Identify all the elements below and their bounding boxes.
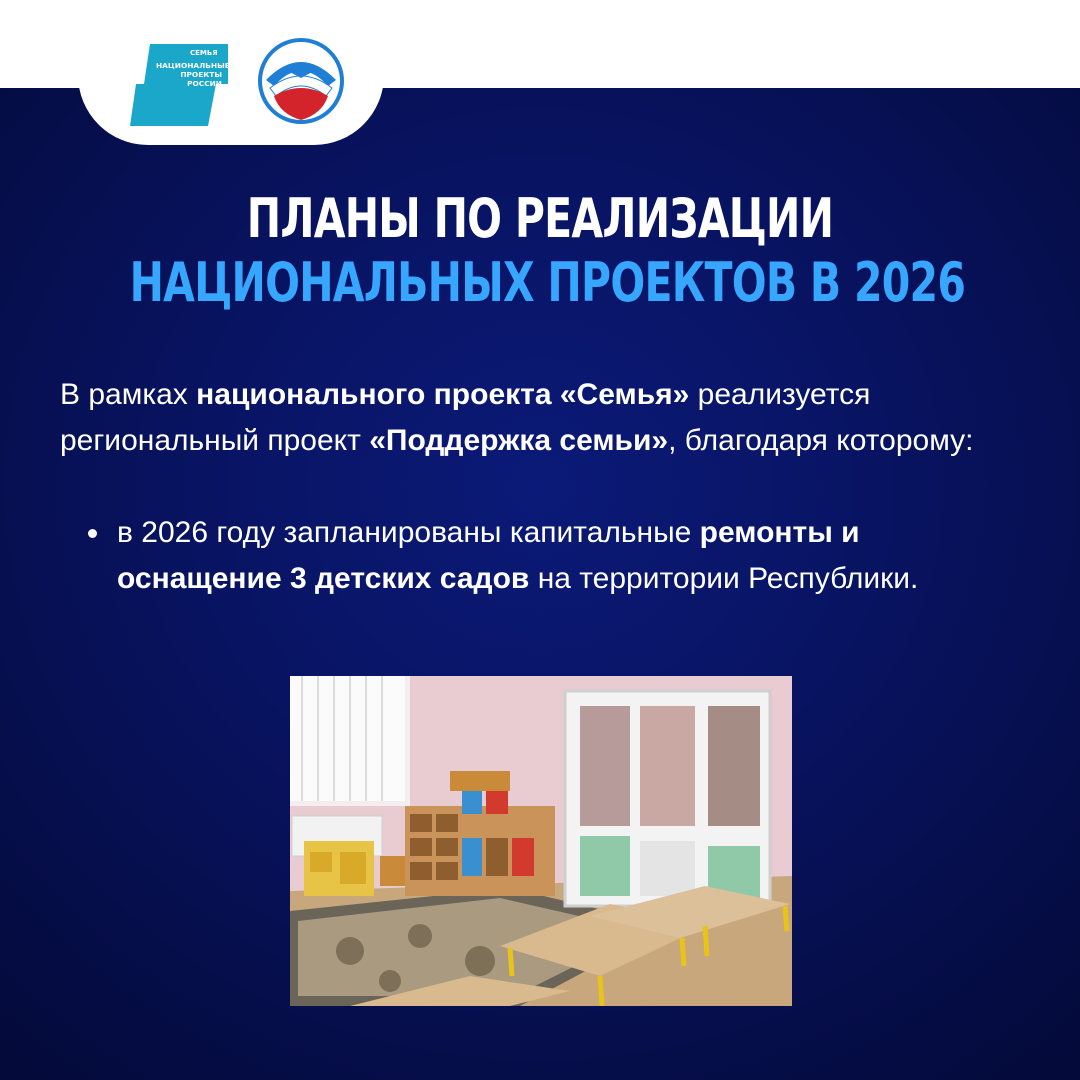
intro-text-2: реализуется региональный проект	[60, 378, 871, 457]
kindergarten-room-photo	[290, 676, 792, 1006]
logo-tab	[78, 0, 384, 145]
page-title	[0, 187, 1080, 314]
intro-paragraph	[60, 372, 1010, 464]
logo-main-text: НАЦИОНАЛЬНЫЕ ПРОЕКТЫ РОССИИ	[156, 61, 230, 88]
intro-text-1: В рамках	[60, 378, 197, 411]
bullet-dot-icon	[88, 529, 97, 538]
bullet-text-2: на территории Республики.	[529, 562, 919, 595]
logo-small-text: СЕМЬЯ	[190, 49, 218, 57]
intro-bold-1: национального проекта «Семья»	[196, 378, 690, 411]
graduation-cap-emblem-icon	[256, 36, 346, 126]
bullet-item	[117, 510, 987, 602]
bullet-text-1: в 2026 году запланированы капитальные	[117, 516, 700, 549]
title-line-2: НАЦИОНАЛЬНЫХ ПРОЕКТОВ В 2026	[129, 251, 966, 314]
title-line-1: ПЛАНЫ ПО РЕАЛИЗАЦИИ	[246, 187, 834, 250]
intro-bold-2: «Поддержка семьи»	[369, 424, 669, 457]
national-projects-logo	[130, 44, 228, 126]
intro-text-3: , благодаря которому:	[668, 424, 974, 457]
bullet-bold-1: ремонты и оснащение 3 детских садов	[117, 516, 860, 595]
